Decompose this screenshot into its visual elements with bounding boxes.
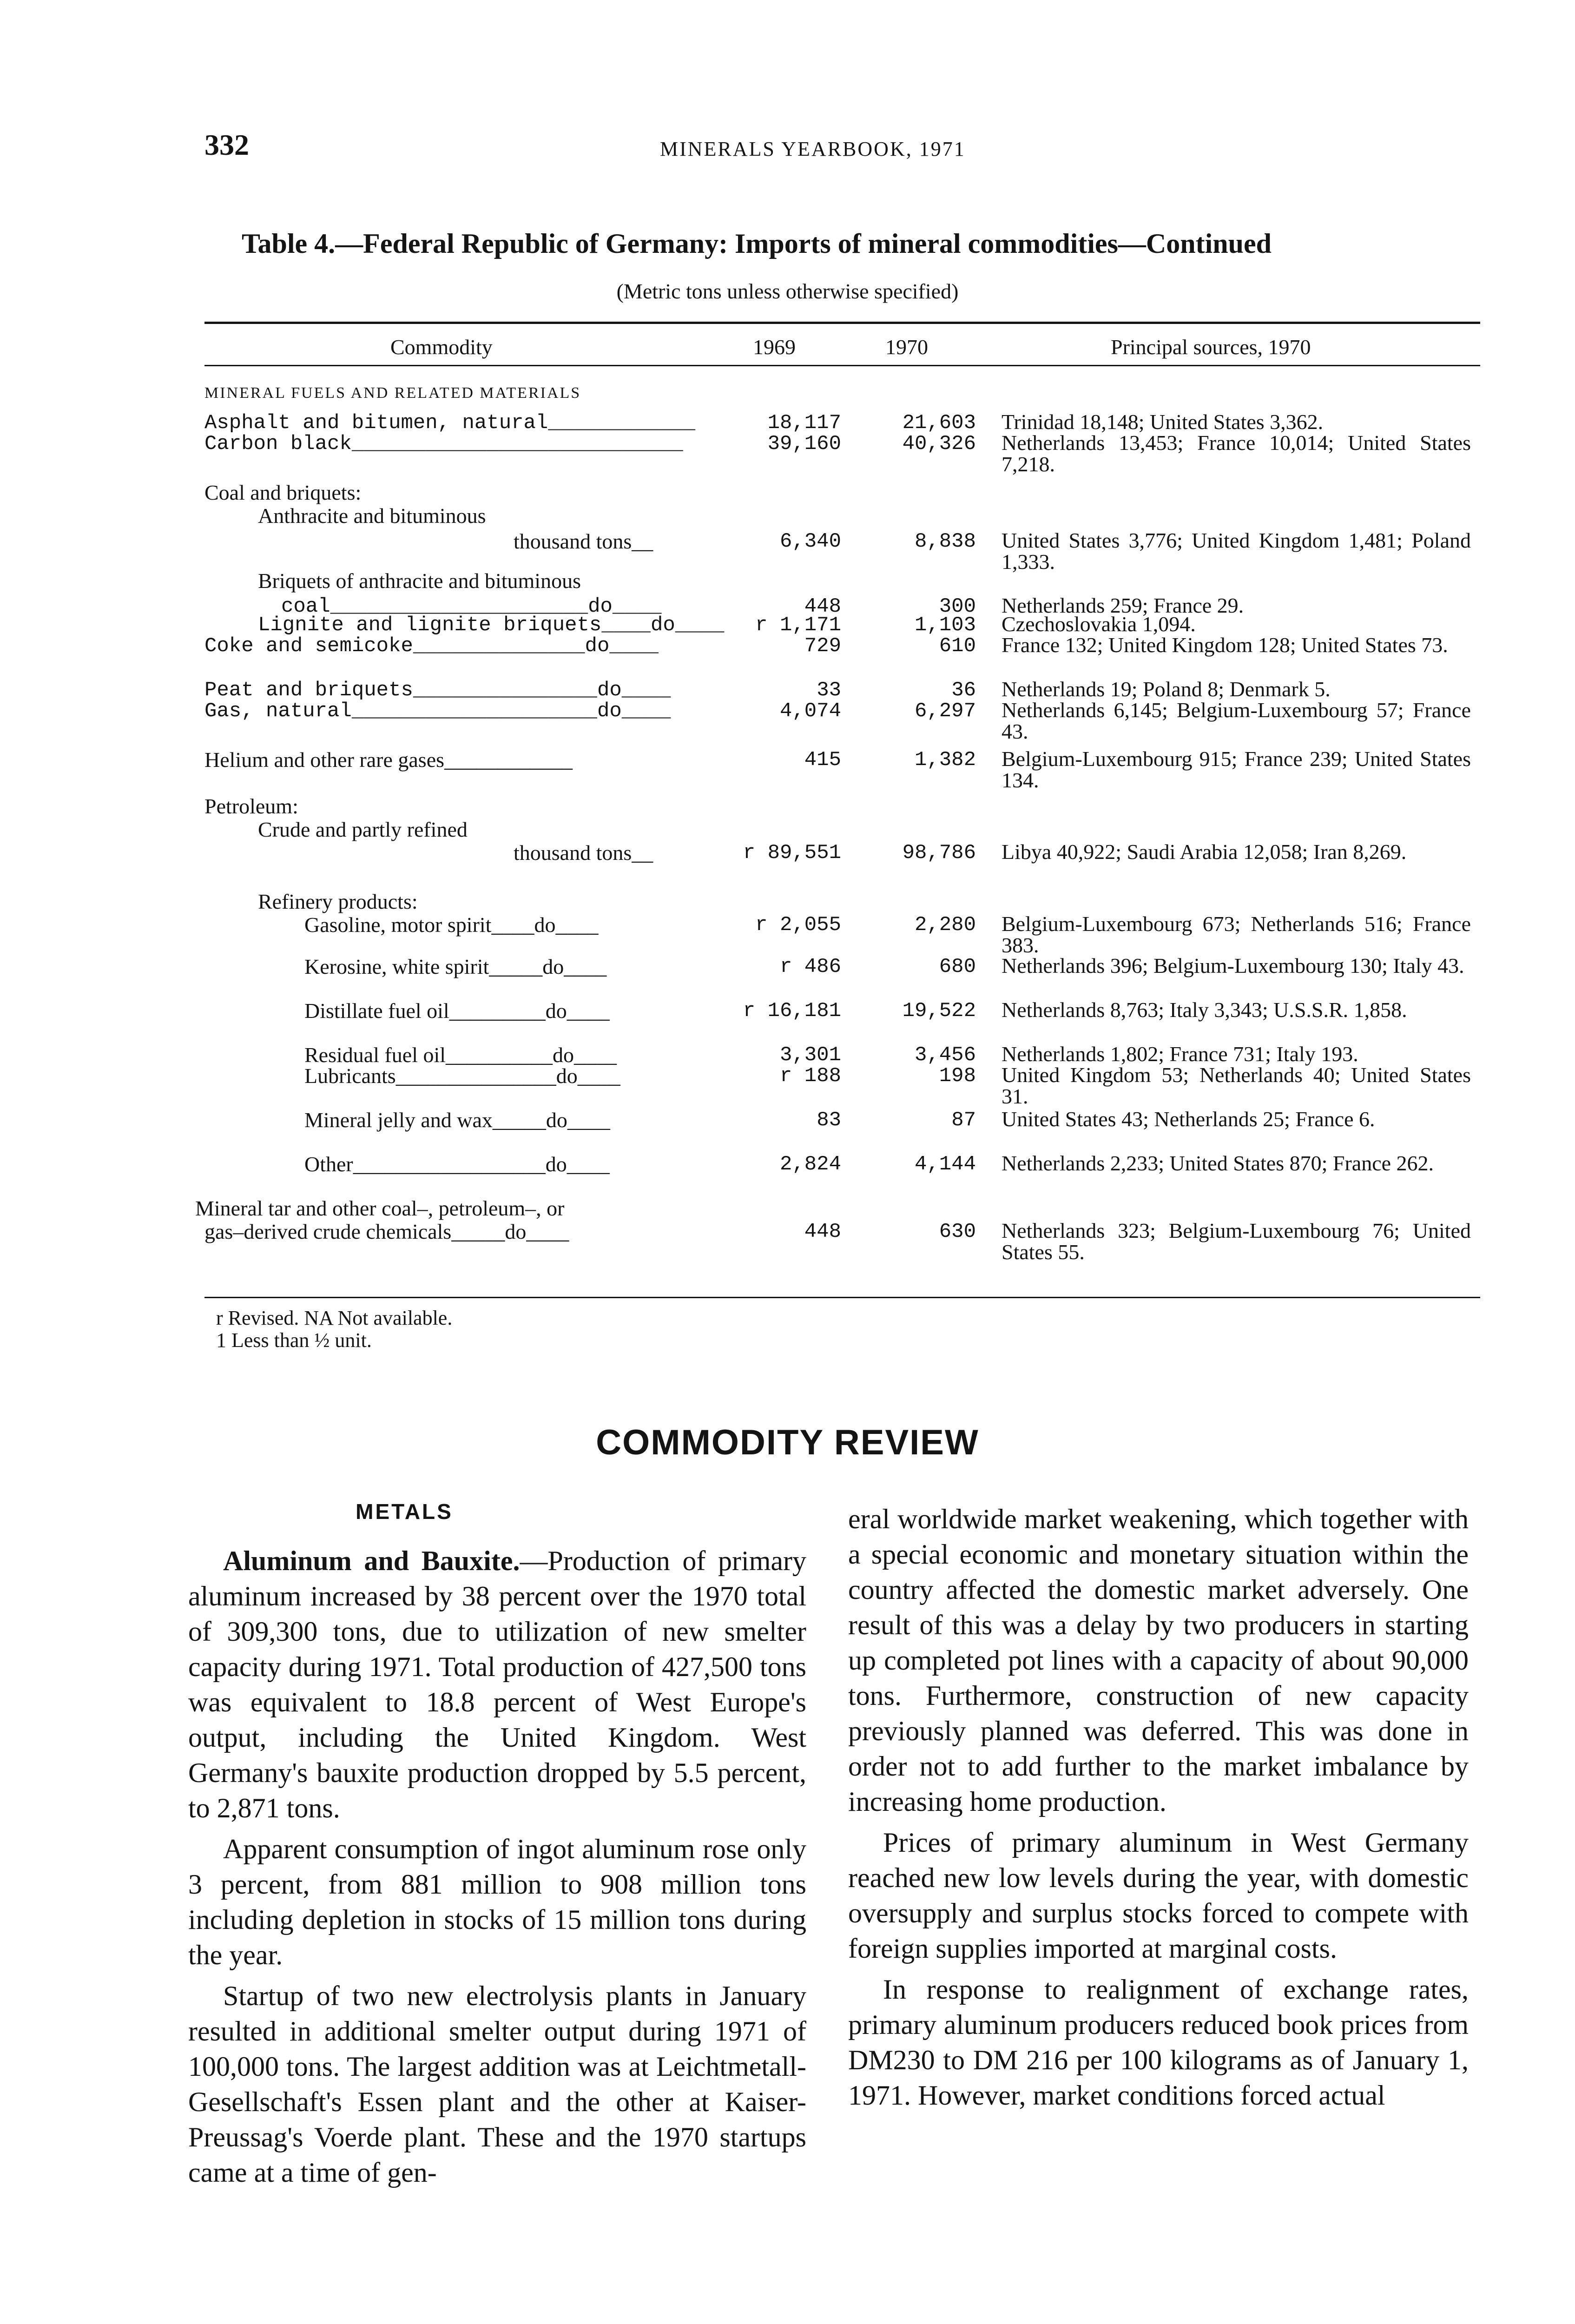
running-head: MINERALS YEARBOOK, 1971 xyxy=(660,138,966,160)
table-row-label: Distillate fuel oil_________do____ xyxy=(304,999,610,1023)
paragraph: In response to realignment of exchange rates, primary aluminum producers reduced book prices from DM230 to DM 216 per 100 kilograms as of January 1, 1971. However, market conditions forced actual xyxy=(848,1974,1469,2111)
table-row-label: Helium and other rare gases____________ xyxy=(204,748,573,772)
table-cell-sources: United States 43; Netherlands 25; France 6. xyxy=(1002,1107,1375,1131)
table-row-label: Anthracite and bituminous xyxy=(258,504,486,528)
table-row-label: Refinery products: xyxy=(258,890,418,913)
table-row-label: Carbon black___________________________ xyxy=(204,432,683,456)
table-cell-1970: 19,522 xyxy=(902,999,976,1023)
table-cell-1970: 8,838 xyxy=(914,530,976,553)
table-row-label: Gas, natural____________________do____ xyxy=(204,700,671,723)
table-row-label: Gasoline, motor spirit____do____ xyxy=(304,913,599,937)
table-cell-1969: r 486 xyxy=(779,955,841,978)
table-cell-1970: 87 xyxy=(951,1109,976,1132)
table-cell-1970: 4,144 xyxy=(914,1153,976,1176)
table-subtitle: (Metric tons unless otherwise specified) xyxy=(616,279,959,303)
table-cell-1970: 40,326 xyxy=(902,432,976,456)
table-cell-sources: Netherlands 8,763; Italy 3,343; U.S.S.R. 1,858. xyxy=(1002,998,1407,1022)
footnote-less-than: 1 Less than ½ unit. xyxy=(216,1329,372,1352)
footnote-revised: r Revised. NA Not available. xyxy=(216,1307,453,1329)
paragraph: Startup of two new electrolysis plants in January resulted in additional smelter output during 1971 of 100,000 tons. The largest addition was at Leichtmetall-Gesellschaft's Essen plant and the other at Kaiser-Preussag's Voerde plant. These and the 1970 startups came at a time of gen- xyxy=(188,1981,806,2188)
table-cell-1969: r 89,551 xyxy=(743,841,841,865)
table-row-label: Lignite and lignite briquets____do____ xyxy=(258,614,725,637)
table-row-label: Residual fuel oil__________do____ xyxy=(304,1043,617,1067)
table-cell-1969: 448 xyxy=(804,595,841,618)
table-cell-sources: Libya 40,922; Saudi Arabia 12,058; Iran 8,269. xyxy=(1002,840,1407,864)
table-cell-sources: Netherlands 6,145; Belgium-Luxembourg 57; France 43. xyxy=(1002,698,1471,743)
table-cell-1970: 21,603 xyxy=(902,411,976,435)
table-cell-1969: 4,074 xyxy=(779,700,841,723)
table-cell-sources: Belgium-Luxembourg 673; Netherlands 516; France 383. xyxy=(1002,912,1471,957)
table-row-label: Lubricants_______________do____ xyxy=(304,1064,620,1088)
table-row-label: thousand tons__ xyxy=(514,841,653,865)
paragraph: Prices of primary aluminum in West Germany reached new low levels during the year, with domestic oversupply and surplus stocks forced to compete with foreign supplies imported at marginal costs. xyxy=(848,1827,1469,1964)
table-cell-sources: Netherlands 1,802; France 731; Italy 193. xyxy=(1002,1042,1358,1066)
table-row-label: Peat and briquets_______________do____ xyxy=(204,679,671,702)
table-cell-1970: 630 xyxy=(939,1220,976,1243)
table-cell-1970: 300 xyxy=(939,595,976,618)
table-cell-1969: r 2,055 xyxy=(755,913,841,937)
table-row-label: Mineral tar and other coal–, petroleum–, or xyxy=(195,1196,565,1220)
table-cell-1969: 729 xyxy=(804,634,841,658)
table-row-label: Other__________________do____ xyxy=(304,1152,610,1176)
paragraph xyxy=(188,1543,806,1826)
table-cell-sources: Belgium-Luxembourg 915; France 239; United States 134. xyxy=(1002,747,1471,792)
paragraph: eral worldwide market weakening, which together with a special economic and monetary situation within the country affected the domestic market adversely. One result of this was a delay by two producers in starting up completed pot lines with a capacity of about 90,000 tons. Furthermore, construction of new capacity previously planned was deferred. This was done in order not to add further to the market imbalance by increasing home production. xyxy=(848,1504,1469,1817)
table-cell-1970: 36 xyxy=(951,679,976,702)
table-cell-1970: 1,103 xyxy=(914,614,976,637)
table-cell-1969: r 16,181 xyxy=(743,999,841,1023)
paragraph-text: —Production of primary aluminum increased by 38 percent over the 1970 total of 309,300 tons, due to utilization of new smelter capacity during 1971. Total production of 427,500 tons was equivalent to 18.8 percent of West Europe's output, including the United Kingdom. West Germany's bauxite production dropped by 5.5 percent, to 2,871 tons. xyxy=(188,1545,806,1823)
table-cell-1969: 33 xyxy=(817,679,841,702)
table-cell-sources: United States 3,776; United Kingdom 1,481; Poland 1,333. xyxy=(1002,528,1471,574)
table-cell-1970: 198 xyxy=(939,1064,976,1088)
table-cell-1969: 83 xyxy=(817,1109,841,1132)
table-cell-sources: France 132; United Kingdom 128; United States 73. xyxy=(1002,633,1448,657)
table-cell-1969: 3,301 xyxy=(779,1043,841,1067)
table-cell-1970: 1,382 xyxy=(914,748,976,772)
table-bottom-rule xyxy=(204,1297,1480,1298)
table-row-label: thousand tons__ xyxy=(514,529,653,553)
table-cell-sources: Netherlands 259; France 29. xyxy=(1002,594,1244,617)
table-cell-sources: United Kingdom 53; Netherlands 40; United States 31. xyxy=(1002,1063,1471,1108)
table-cell-sources: Netherlands 2,233; United States 870; France 262. xyxy=(1002,1151,1434,1175)
commodity-review-title: COMMODITY REVIEW xyxy=(596,1423,979,1462)
metals-heading: METALS xyxy=(356,1499,453,1524)
column-header-1970: 1970 xyxy=(885,335,928,359)
table-row-label: Coke and semicoke______________do____ xyxy=(204,634,659,658)
table-cell-sources: Czechoslovakia 1,094. xyxy=(1002,612,1196,636)
table-cell-1969: r 188 xyxy=(779,1064,841,1088)
paragraph: Apparent consumption of ingot aluminum rose only 3 percent, from 881 million to 908 million tons including depletion in stocks of 15 million tons during the year. xyxy=(188,1834,806,1970)
table-row-label: Crude and partly refined xyxy=(258,818,468,841)
table-cell-sources: Netherlands 19; Poland 8; Denmark 5. xyxy=(1002,677,1331,701)
table-row-label: Briquets of anthracite and bituminous xyxy=(258,569,581,593)
table-row-label: Kerosine, white spirit_____do____ xyxy=(304,955,607,978)
table-cell-sources: Netherlands 323; Belgium-Luxembourg 76; United States 55. xyxy=(1002,1219,1471,1264)
table-row-label: Asphalt and bitumen, natural____________ xyxy=(204,411,696,435)
table-title: Table 4.—Federal Republic of Germany: Imports of mineral commodities—Continued xyxy=(242,228,1272,259)
left-text-column xyxy=(188,1543,806,2190)
column-header-sources: Principal sources, 1970 xyxy=(1111,335,1311,359)
table-row-label: Coal and briquets: xyxy=(204,481,362,504)
table-cell-1969: 18,117 xyxy=(767,411,841,435)
table-cell-1969: 448 xyxy=(804,1220,841,1243)
page-number: 332 xyxy=(204,128,249,161)
table-row-label: Petroleum: xyxy=(204,794,298,818)
column-header-1969: 1969 xyxy=(753,335,796,359)
table-cell-sources: Netherlands 396; Belgium-Luxembourg 130; Italy 43. xyxy=(1002,954,1464,977)
table-cell-1970: 6,297 xyxy=(914,700,976,723)
table-cell-1969: 6,340 xyxy=(779,530,841,553)
table-cell-1970: 2,280 xyxy=(914,913,976,937)
table-row-label: gas–derived crude chemicals_____do____ xyxy=(204,1220,569,1243)
column-header-commodity: Commodity xyxy=(390,335,493,359)
table-row-label: coal_____________________do____ xyxy=(281,595,662,618)
table-cell-1970: 98,786 xyxy=(902,841,976,865)
run-in-heading: Aluminum and Bauxite. xyxy=(223,1545,520,1576)
table-cell-1969: 415 xyxy=(804,748,841,772)
table-cell-1970: 680 xyxy=(939,955,976,978)
table-cell-1970: 3,456 xyxy=(914,1043,976,1067)
table-cell-sources: Trinidad 18,148; United States 3,362. xyxy=(1002,410,1324,434)
table-cell-1969: 39,160 xyxy=(767,432,841,456)
table-cell-1969: 2,824 xyxy=(779,1153,841,1176)
right-text-column xyxy=(848,1501,1469,2113)
table-cell-1969: r 1,171 xyxy=(755,614,841,637)
table-cell-sources: Netherlands 13,453; France 10,014; United States 7,218. xyxy=(1002,431,1471,476)
section-heading: MINERAL FUELS AND RELATED MATERIALS xyxy=(204,384,581,402)
table-cell-1970: 610 xyxy=(939,634,976,658)
table-row-label: Mineral jelly and wax_____do____ xyxy=(304,1108,610,1132)
